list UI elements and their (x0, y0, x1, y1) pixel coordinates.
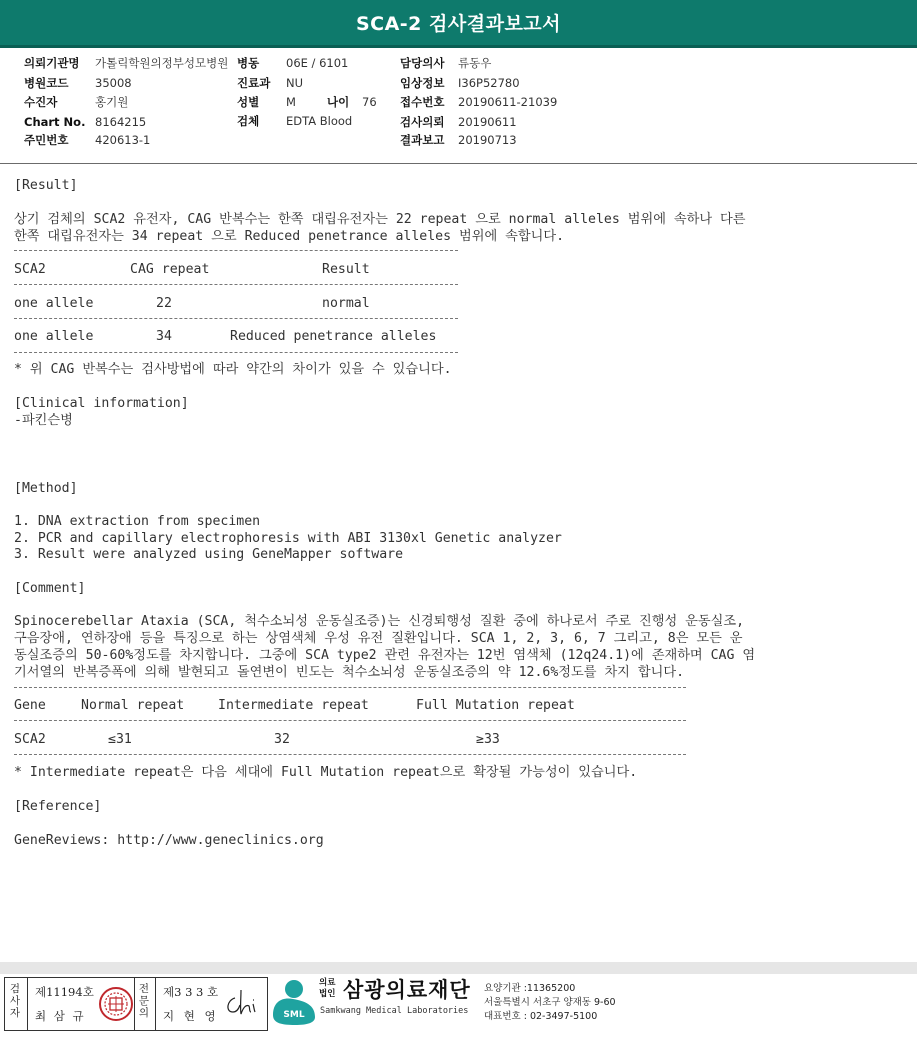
seal-stamp-icon (98, 986, 134, 1022)
hospital-code-label: 병원코드 (24, 76, 69, 90)
comment-line: 구음장애, 연하장애 등을 특징으로 하는 상염색체 우성 유전 질환입니다. SCA 1, 2, 3, 6, 7 그리고, 8은 모든 운 (14, 631, 743, 646)
patient-value: 홍기원 (95, 95, 129, 109)
report-date-value: 20190713 (458, 133, 517, 147)
result-text-line2: 한쪽 대립유전자는 34 repeat 으로 Reduced penetrance alleles 범위에 속합니다. (14, 229, 565, 244)
comment-line: Spinocerebellar Ataxia (SCA, 척수소뇌성 운동실조증)는 신경퇴행성 질환 중에 하나로서 주로 진행성 운동실조, (14, 614, 745, 629)
age-label: 나이 (327, 95, 350, 109)
comment-row-normal: ≤31 (108, 732, 132, 747)
footer-band (0, 962, 917, 974)
sml-logo-icon (271, 977, 317, 1027)
doctor-value: 류동우 (458, 56, 492, 70)
result-row1-result: normal (322, 296, 370, 311)
divider (155, 978, 156, 1030)
result-col-result: Result (322, 262, 370, 277)
divider (14, 754, 686, 755)
comment-line: 기서열의 반복증폭에 의해 발현되고 돌연변이 빈도는 척수소뇌성 운동실조증의 약 12.6%정도를 차지 합니다. (14, 665, 685, 680)
comment-row-full: ≥33 (476, 732, 500, 747)
report-date-label: 결과보고 (400, 133, 445, 147)
request-date-label: 검사의뢰 (400, 115, 445, 129)
result-row2-repeat: 34 (156, 329, 172, 344)
org-info-address: 서울특별시 서초구 양재동 9-60 (484, 997, 616, 1008)
divider (27, 978, 28, 1030)
specimen-value: EDTA Blood (286, 114, 353, 128)
specimen-label: 검체 (237, 114, 260, 128)
reference-text: GeneReviews: http://www.geneclinics.org (14, 833, 324, 848)
result-heading: [Result] (14, 178, 78, 193)
department-label: 진료과 (237, 76, 271, 90)
examiner-label (7, 983, 23, 1019)
divider (14, 318, 458, 319)
institution-value: 가톨릭학원의정부성모병원 (95, 56, 229, 70)
report-title: SCA-2 검사결과보고서 (355, 13, 562, 35)
comment-line: 동실조증의 50-60%정도를 차지합니다. 그중에 SCA type2 관련 유전자는 12번 염색체 (12q24.1)에 존재하며 CAG 염 (14, 648, 756, 663)
examiner-name: 최 삼 규 (35, 1009, 86, 1023)
comment-col-gene: Gene (14, 698, 46, 713)
ward-value: 06E / 6101 (286, 56, 349, 70)
comment-row-intermediate: 32 (274, 732, 290, 747)
request-date-value: 20190611 (458, 115, 517, 129)
comment-note: * Intermediate repeat은 다음 세대에 Full Mutation repeat으로 확장될 가능성이 있습니다. (14, 765, 638, 780)
chart-no-value: 8164215 (95, 115, 147, 129)
org-info-phone: 대표번호 : 02-3497-5100 (484, 1011, 598, 1022)
comment-col-intermediate: Intermediate repeat (218, 698, 369, 713)
method-item: 3. Result were analyzed using GeneMapper software (14, 547, 404, 562)
result-text-line1: 상기 검체의 SCA2 유전자, CAG 반복수는 한쪽 대립유전자는 22 repeat 으로 normal alleles 범위에 속하나 다른 (14, 212, 746, 227)
receipt-no-value: 20190611-21039 (458, 95, 558, 109)
result-row1-repeat: 22 (156, 296, 172, 311)
specialist-license: 제3 3 3 호 (163, 985, 219, 999)
clinical-info-value: I36P52780 (458, 76, 520, 90)
result-col-gene: SCA2 (14, 262, 46, 277)
sml-logo-text: SML (283, 1010, 305, 1020)
comment-col-normal: Normal repeat (81, 698, 185, 713)
divider (14, 720, 686, 721)
result-row1-allele: one allele (14, 296, 94, 311)
method-heading: [Method] (14, 481, 78, 496)
specialist-label (136, 983, 152, 1019)
signature-icon (223, 986, 263, 1022)
method-item: 2. PCR and capillary electrophoresis with ABI 3130xl Genetic analyzer (14, 531, 562, 546)
org-name: 삼광의료재단 (343, 978, 471, 1002)
divider (14, 250, 458, 251)
age-value: 76 (362, 95, 377, 109)
receipt-no-label: 접수번호 (400, 95, 445, 109)
examiner-label-text: 검사자 (9, 983, 21, 1019)
org-prefix: 의료법인 (319, 978, 336, 999)
signature-box (4, 977, 268, 1031)
patient-label: 수진자 (24, 95, 58, 109)
doctor-label: 담당의사 (400, 56, 445, 70)
specialist-label-text: 전문의 (138, 983, 150, 1019)
hospital-code-value: 35008 (95, 76, 132, 90)
divider (14, 687, 686, 688)
comment-heading: [Comment] (14, 581, 86, 596)
specialist-name: 지 현 영 (163, 1009, 219, 1023)
institution-label: 의뢰기관명 (24, 56, 80, 70)
divider (14, 352, 458, 353)
result-row2-allele: one allele (14, 329, 94, 344)
comment-col-full: Full Mutation repeat (416, 698, 575, 713)
examiner-license: 제11194호 (35, 985, 94, 999)
department-value: NU (286, 76, 304, 90)
result-col-cag: CAG repeat (130, 262, 210, 277)
sex-label: 성별 (237, 95, 260, 109)
clinical-info-label: 임상정보 (400, 76, 445, 90)
comment-row-gene: SCA2 (14, 732, 46, 747)
result-row2-result: Reduced penetrance alleles (230, 329, 437, 344)
clinical-heading: [Clinical information] (14, 396, 189, 411)
chart-no-label: Chart No. (24, 115, 86, 129)
sex-value: M (286, 95, 296, 109)
id-no-value: 420613-1 (95, 133, 151, 147)
report-title-bar (0, 0, 917, 48)
org-info-code: 요양기관 :11365200 (484, 983, 576, 994)
clinical-text: -파킨슨병 (14, 413, 73, 428)
ward-label: 병동 (237, 56, 260, 70)
report-header (0, 48, 917, 164)
org-english: Samkwang Medical Laboratories (320, 1006, 469, 1016)
divider (134, 978, 135, 1030)
result-note: * 위 CAG 반복수는 검사방법에 따라 약간의 차이가 있을 수 있습니다. (14, 362, 452, 377)
divider (14, 284, 458, 285)
method-item: 1. DNA extraction from specimen (14, 514, 261, 529)
id-no-label: 주민번호 (24, 133, 69, 147)
reference-heading: [Reference] (14, 799, 102, 814)
